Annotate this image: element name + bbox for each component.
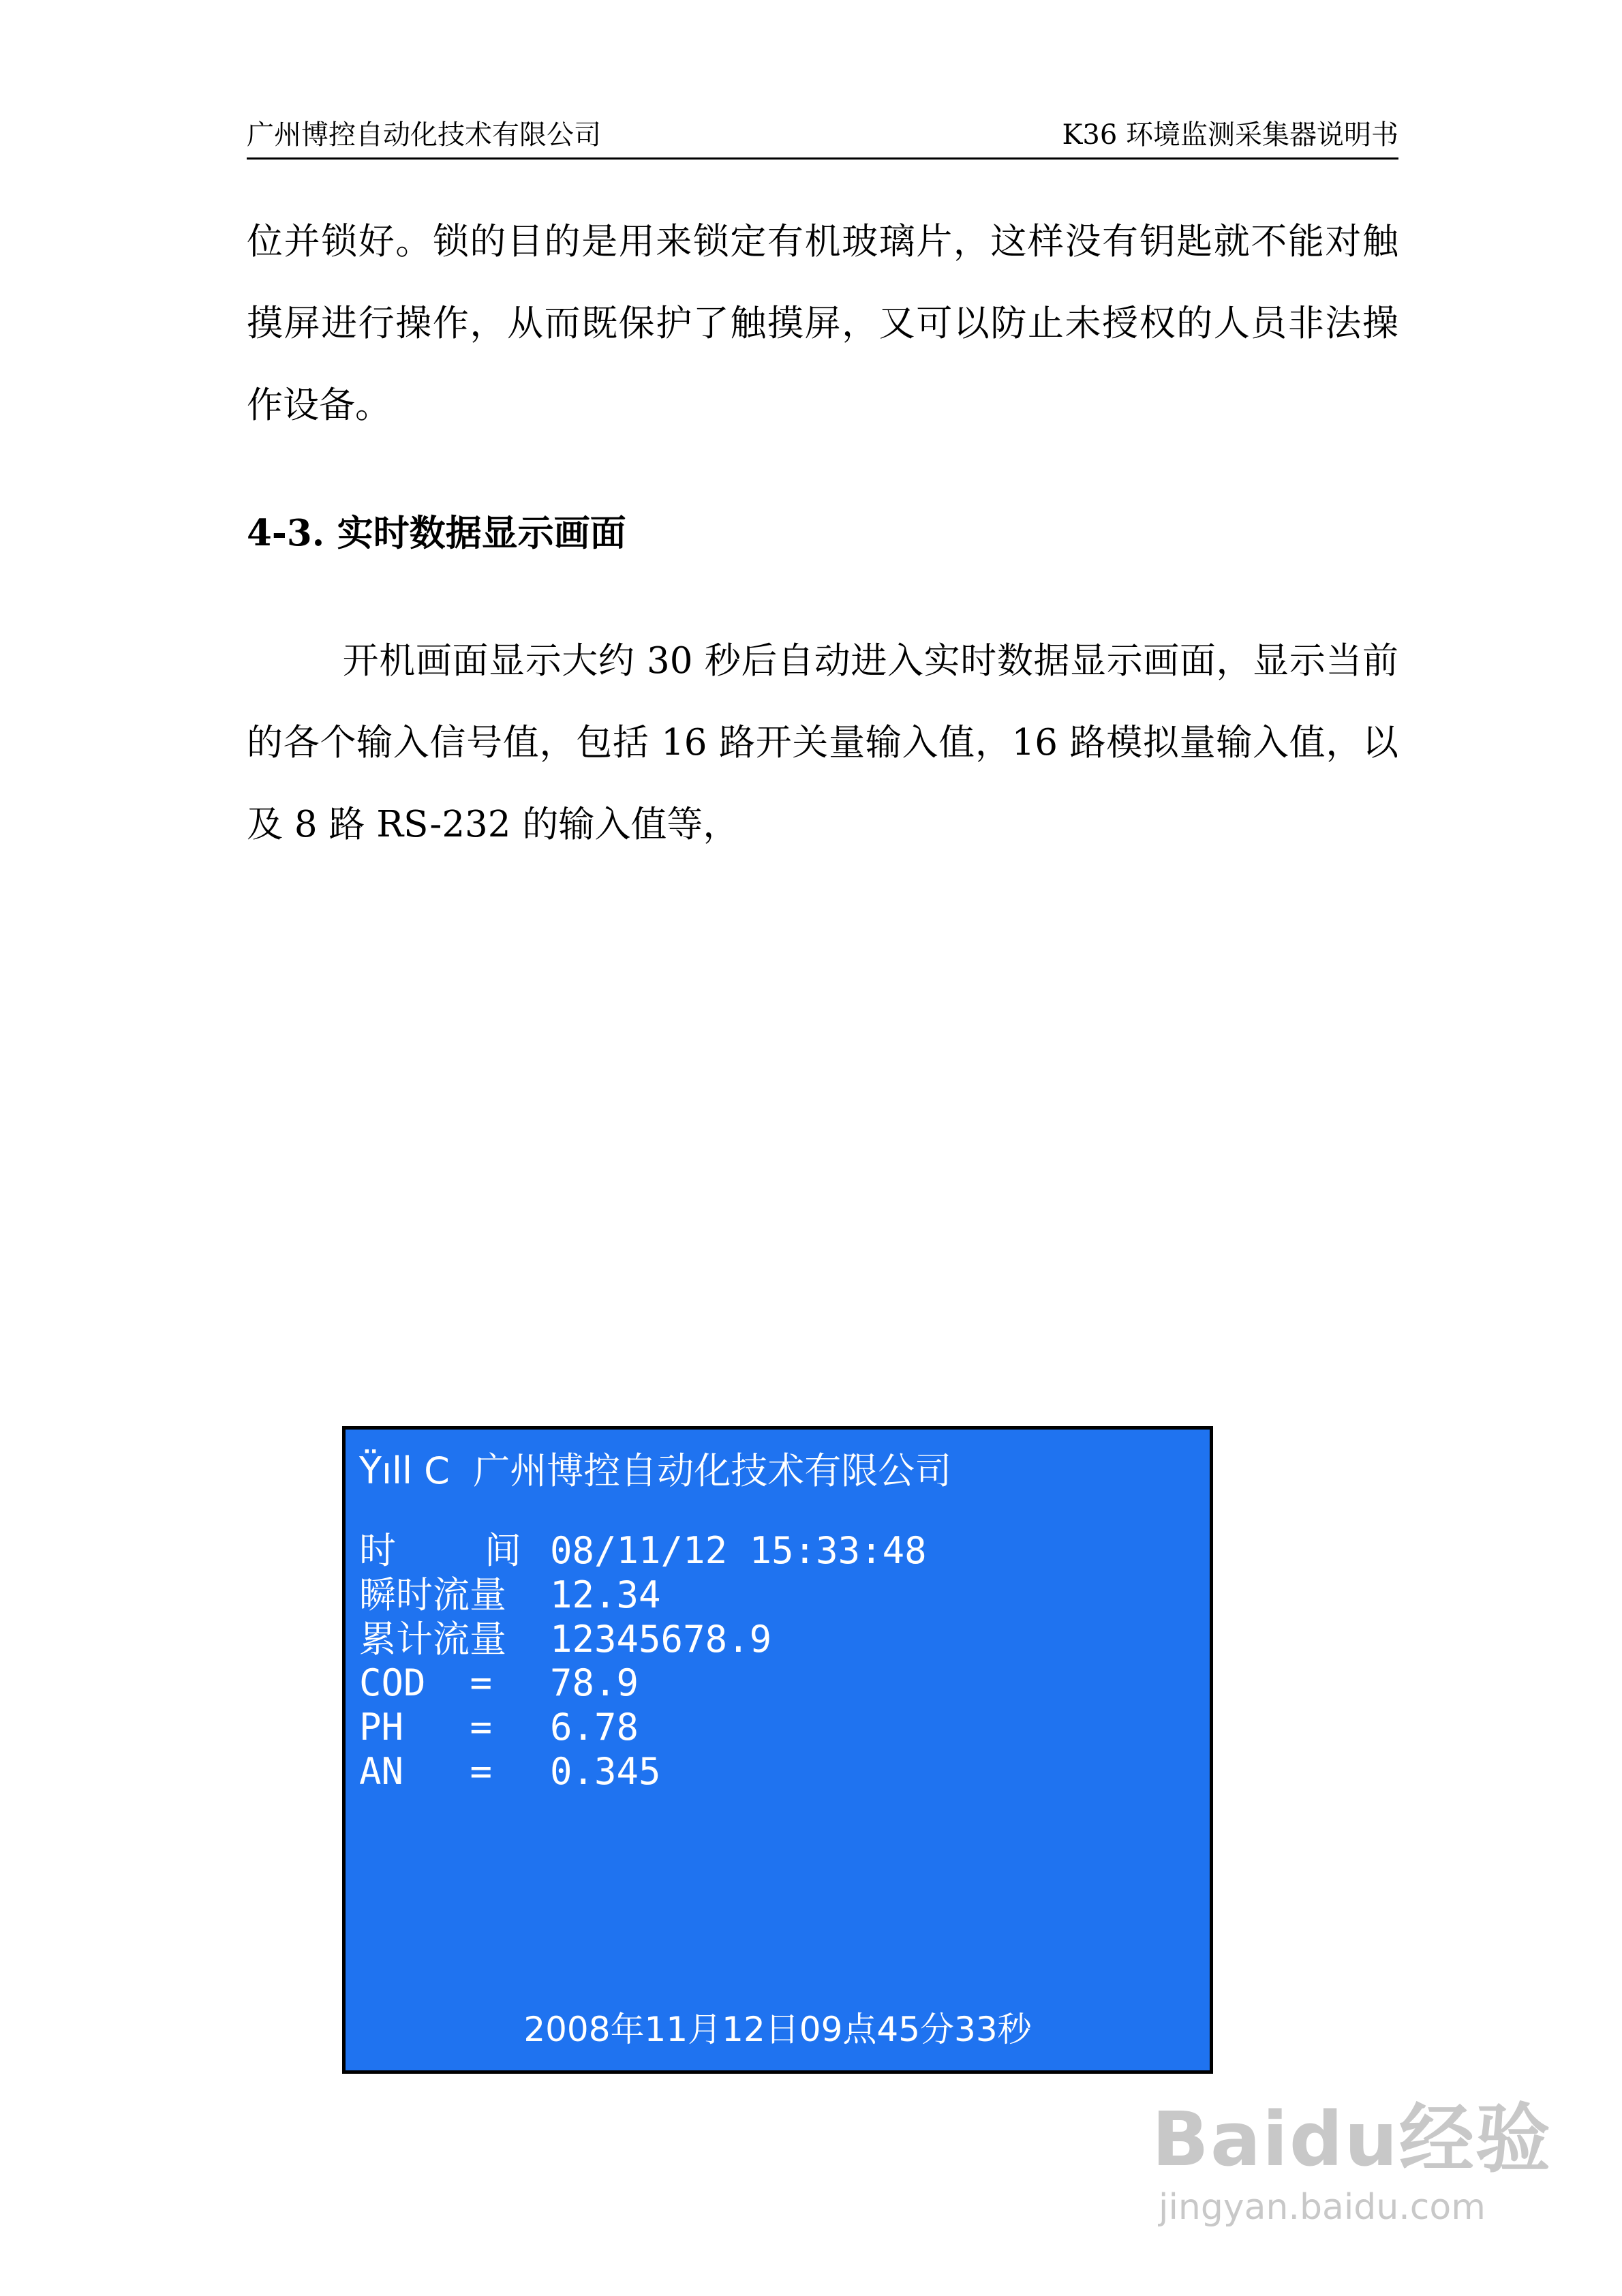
lcd-value: 6.78	[550, 1706, 639, 1749]
lcd-label: PH =	[359, 1706, 493, 1749]
lcd-value: 08/11/12 15:33:48	[550, 1529, 927, 1572]
paragraph-1: 位并锁好。锁的目的是用来锁定有机玻璃片，这样没有钥匙就不能对触摸屏进行操作，从而既保护了触摸屏，又可以防止未授权的人员非法操作设备。	[247, 221, 1398, 426]
lcd-footer-datetime: 2008年11月12日09点45分33秒	[523, 2010, 1032, 2049]
lcd-label: 瞬时流量	[359, 1573, 506, 1616]
section-heading: 4-3. 实时数据显示画面	[247, 512, 626, 554]
lcd-value: 78.9	[550, 1661, 639, 1704]
lcd-label: 时 间	[359, 1529, 522, 1572]
lcd-row-cod	[359, 1661, 639, 1704]
header-company: 广州博控自动化技术有限公司	[247, 119, 601, 151]
lcd-label: COD =	[359, 1661, 493, 1704]
lcd-screen	[342, 1426, 1213, 2074]
baidu-logo: Baidu经验	[1152, 2096, 1552, 2183]
watermark-url: jingyan.baidu.com	[1159, 2187, 1486, 2228]
lcd-label: 累计流量	[359, 1618, 506, 1661]
lcd-row-an	[359, 1750, 661, 1793]
lcd-row-total-flow	[359, 1610, 771, 1663]
page-header	[247, 112, 1398, 160]
paragraph-2	[247, 620, 1398, 866]
lcd-value: 0.345	[550, 1750, 661, 1793]
watermark	[1152, 2079, 1552, 2228]
lcd-row-ph	[359, 1706, 639, 1749]
header-doc-title: K36 环境监测采集器说明书	[1062, 119, 1398, 151]
lcd-value: 12.34	[550, 1573, 661, 1616]
lcd-title: Ÿıll C 广州博控自动化技术有限公司	[359, 1449, 952, 1492]
paragraph-2-text: 开机画面显示大约 30 秒后自动进入实时数据显示画面，显示当前的各个输入信号值，包括 16 路开关量输入值，16 路模拟量输入值，以及 8 路 RS-232 的输入值等，	[247, 640, 1398, 845]
lcd-value: 12345678.9	[550, 1618, 772, 1661]
lcd-label: AN =	[359, 1750, 493, 1793]
